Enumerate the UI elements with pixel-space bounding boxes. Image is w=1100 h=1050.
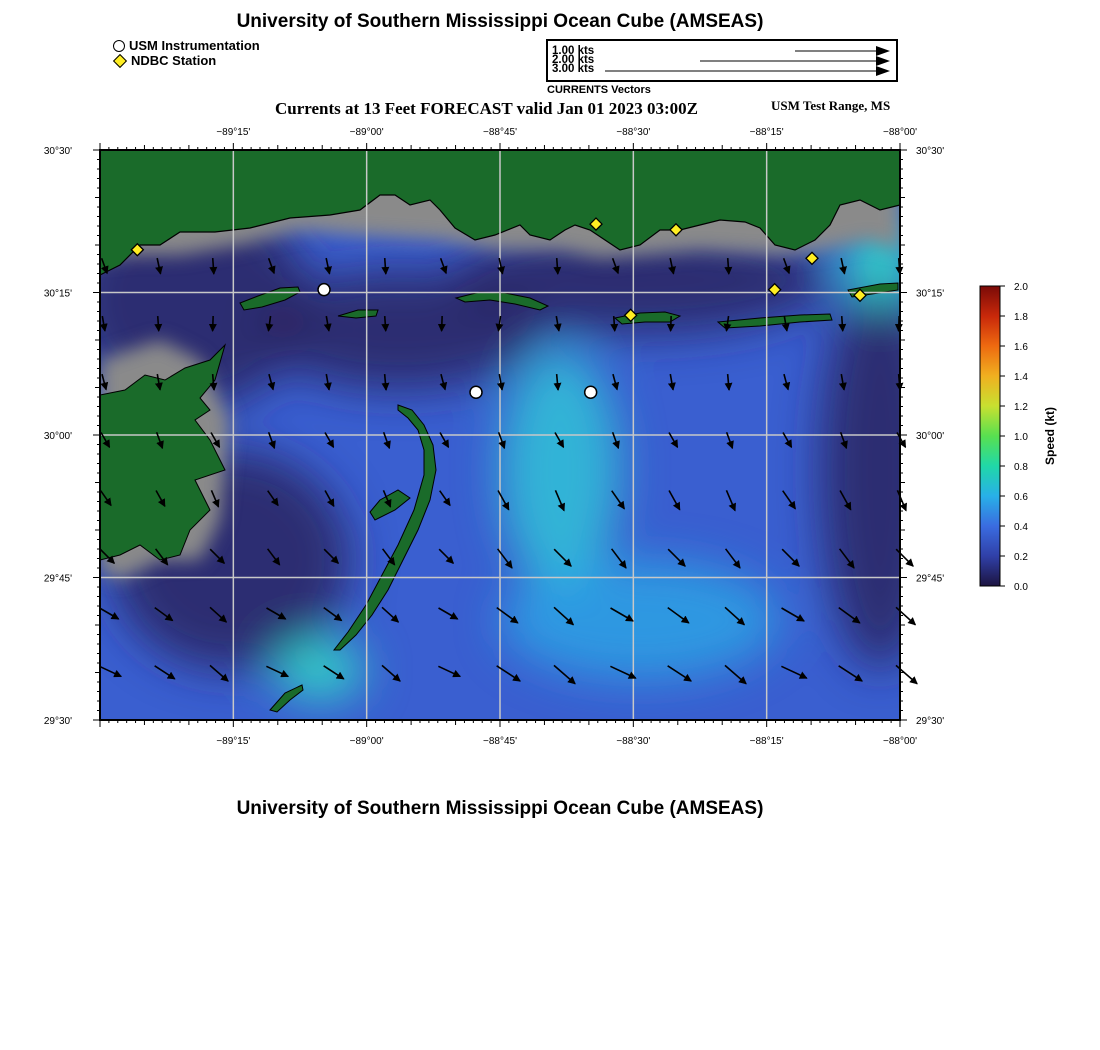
current-vector-arrow bbox=[385, 258, 386, 274]
lat-label-right: 30°30' bbox=[916, 146, 945, 157]
lon-label-top: −89°00' bbox=[349, 127, 384, 138]
lat-label-left: 30°00' bbox=[43, 431, 72, 442]
lat-label-left: 30°30' bbox=[43, 146, 72, 157]
lat-label-left: 29°30' bbox=[43, 716, 72, 727]
colorbar-tick-label: 0.0 bbox=[1014, 582, 1028, 593]
lon-label-bottom: −89°15' bbox=[216, 736, 251, 747]
colorbar-tick-label: 1.0 bbox=[1014, 432, 1028, 443]
test-range-label: USM Test Range, MS bbox=[771, 98, 891, 113]
lat-label-right: 29°30' bbox=[916, 716, 945, 727]
lat-label-right: 30°00' bbox=[916, 431, 945, 442]
lon-label-bottom: −88°45' bbox=[483, 736, 517, 747]
current-vector-arrow bbox=[213, 258, 214, 274]
current-vector-arrow bbox=[213, 316, 214, 331]
lat-label-right: 29°45' bbox=[916, 573, 945, 585]
map-title: University of Southern Mississippi Ocean Cube (AMSEAS) bbox=[236, 11, 764, 32]
colorbar-tick-label: 0.8 bbox=[1014, 462, 1028, 473]
colorbar-tick-label: 0.4 bbox=[1014, 522, 1028, 533]
colorbar-tick-label: 1.6 bbox=[1014, 342, 1028, 353]
lon-label-bottom: −88°00' bbox=[883, 736, 917, 747]
current-vector-arrow bbox=[557, 258, 558, 274]
lon-label-top: −88°00' bbox=[883, 127, 917, 138]
current-vector-arrow bbox=[158, 316, 159, 331]
lon-label-bottom: −89°00' bbox=[349, 736, 384, 747]
lon-label-top: −88°15' bbox=[749, 127, 784, 138]
vector-scale-caption: CURRENTS Vectors bbox=[547, 84, 651, 96]
usm-station-marker[interactable] bbox=[470, 386, 482, 398]
colorbar-tick-label: 1.8 bbox=[1014, 312, 1028, 323]
current-vector-arrow bbox=[842, 316, 843, 331]
current-vector-arrow bbox=[728, 258, 729, 274]
lon-label-top: −88°30' bbox=[616, 127, 651, 138]
lat-label-right: 30°15' bbox=[916, 288, 945, 300]
current-vector-arrow bbox=[442, 316, 443, 331]
colorbar-tick-label: 1.4 bbox=[1014, 372, 1028, 383]
colorbar-label: Speed (kt) bbox=[1043, 406, 1057, 466]
colorbar-tick-label: 0.2 bbox=[1014, 552, 1028, 563]
lon-label-top: −89°15' bbox=[216, 127, 251, 138]
bottom-title: University of Southern Mississippi Ocean Cube (AMSEAS) bbox=[236, 798, 764, 819]
legend-ndbc-label: NDBC Station bbox=[131, 53, 217, 68]
vector-scale-label-3: 3.00 kts bbox=[552, 63, 595, 75]
lon-label-bottom: −88°15' bbox=[749, 736, 784, 747]
usm-station-marker[interactable] bbox=[318, 284, 330, 296]
lat-label-left: 29°45' bbox=[43, 573, 72, 585]
lon-label-bottom: −88°30' bbox=[616, 736, 651, 747]
forecast-subtitle: Currents at 13 Feet FORECAST valid Jan 01 2023 03:00Z bbox=[275, 99, 698, 118]
current-vector-arrow bbox=[614, 316, 615, 331]
colorbar-tick-label: 0.6 bbox=[1014, 492, 1028, 503]
colorbar-gradient bbox=[980, 286, 1000, 586]
vector-scale-label-1: 1.00 kts bbox=[552, 45, 595, 57]
legend-usm-label: USM Instrumentation bbox=[129, 38, 260, 53]
speed-colorbar bbox=[972, 278, 1072, 608]
vector-scale-label-2: 2.00 kts bbox=[552, 54, 595, 66]
current-vector-arrow bbox=[385, 316, 386, 331]
usm-station-marker[interactable] bbox=[585, 386, 597, 398]
current-vector-arrow bbox=[671, 316, 672, 331]
lat-label-left: 30°15' bbox=[43, 288, 72, 300]
colorbar-tick-label: 1.2 bbox=[1014, 402, 1028, 413]
colorbar-tick-label: 2.0 bbox=[1014, 282, 1028, 293]
lon-label-top: −88°45' bbox=[483, 127, 517, 138]
